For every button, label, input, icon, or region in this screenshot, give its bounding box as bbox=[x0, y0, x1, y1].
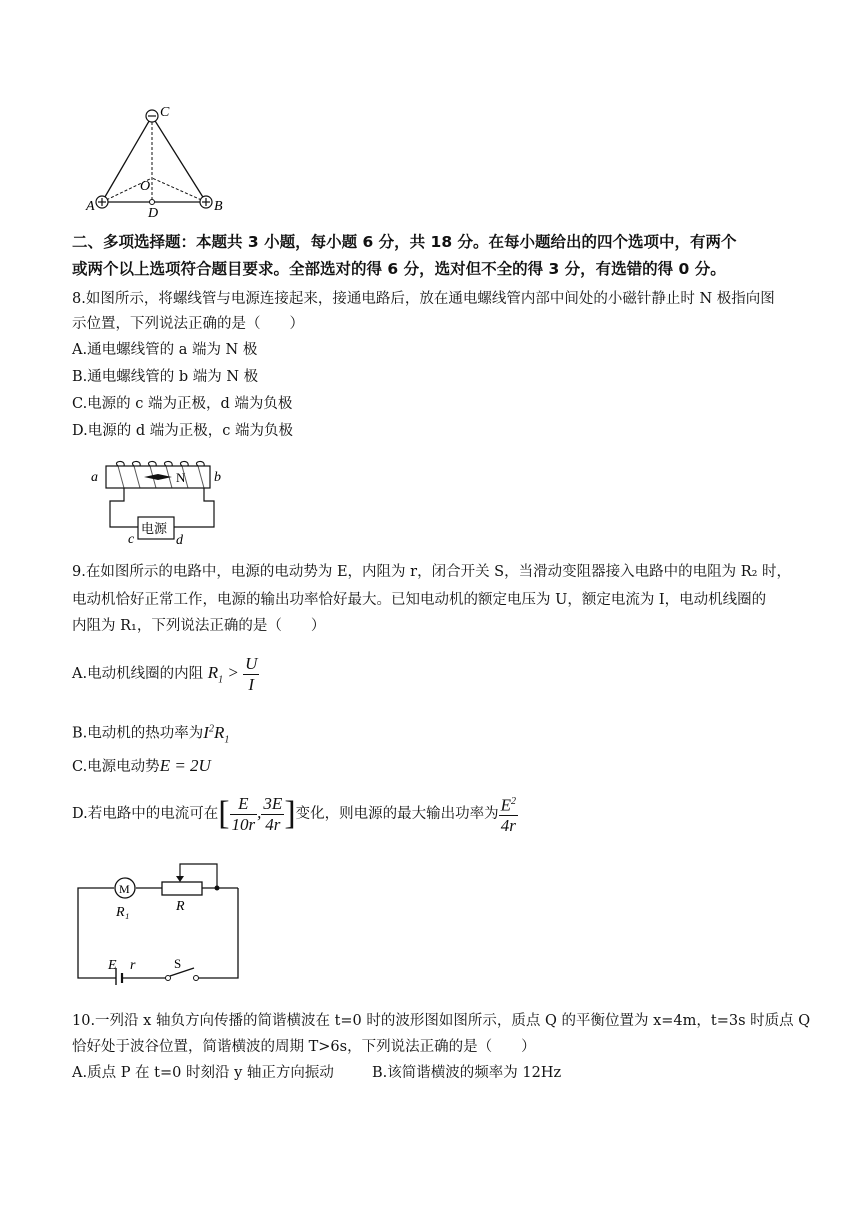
q9-option-a-text: A.电动机线圈的内阻 bbox=[72, 666, 204, 682]
r-label: R bbox=[176, 899, 185, 914]
q9-stem-line1: 9.在如图所示的电路中，电源的电动势为 E，内阻为 r，闭合开关 S，当滑动变阻器接入电路中的电阻为 R₂ 时， bbox=[72, 564, 792, 580]
motor-circuit-figure bbox=[70, 850, 250, 985]
section-heading-line1: 二、多项选择题：本题共 3 小题，每小题 6 分，共 18 分。在每小题给出的四个选项中，有两个 bbox=[72, 233, 737, 251]
label-a: A bbox=[86, 199, 95, 214]
q10-option-b: B.该简谐横波的频率为 12Hz bbox=[372, 1065, 562, 1081]
label-b: B bbox=[214, 199, 223, 214]
q9-option-c bbox=[72, 756, 211, 777]
q9-option-a-formula: $R_1$ > bbox=[207, 663, 244, 686]
solenoid-figure bbox=[88, 455, 238, 547]
q9-option-d-mid: 变化，则电源的最大输出功率为 bbox=[295, 806, 499, 822]
q8-option-d: D.电源的 d 端为正极，c 端为负极 bbox=[72, 423, 293, 439]
q9-option-d-high-fraction: $\frac{3E}{4r}$ bbox=[263, 793, 283, 834]
q9-option-b-formula: $I^2R_1$ bbox=[203, 722, 230, 746]
section-heading-line2: 或两个以上选项符合题目要求。全部选对的得 6 分，选对但不全的得 3 分，有选错的得 0 分。 bbox=[72, 260, 726, 278]
q10-option-a: A.质点 P 在 t=0 时刻沿 y 轴正方向振动 bbox=[72, 1065, 334, 1081]
label-o: O bbox=[140, 179, 151, 194]
q9-option-d-power-fraction: $\frac{E^2}{4r}$ bbox=[499, 792, 518, 837]
q9-option-d-low-fraction: $\frac{E}{10r}$ bbox=[231, 793, 256, 834]
q8-stem-line1: 8.如图所示，将螺线管与电源连接起来，接通电路后，放在通电螺线管内部中间处的小磁针静止时 N 极指向图 bbox=[72, 291, 775, 307]
q8-stem-line2: 示位置，下列说法正确的是（ ） bbox=[72, 316, 304, 332]
solenoid-label-b: b bbox=[214, 470, 221, 485]
needle-n-label: N bbox=[176, 470, 186, 485]
solenoid-label-a: a bbox=[91, 470, 98, 485]
q9-option-c-formula: E = 2U bbox=[159, 756, 211, 775]
switch-s-label: S bbox=[174, 956, 182, 971]
internal-r-label: r bbox=[130, 958, 136, 973]
label-d: D bbox=[148, 206, 159, 220]
motor-m-label: M bbox=[119, 882, 130, 896]
q9-option-a bbox=[72, 652, 259, 701]
emf-e-label: E bbox=[108, 958, 117, 973]
q8-option-c: C.电源的 c 端为正极，d 端为负极 bbox=[72, 396, 293, 412]
q9-option-d: D.若电路中的电流可在[ $\frac{E}{10r}$ , $\frac{3E}{4r}$ ]变化，则电源的最大输出功率为 $\frac{E^2}{4r}$ bbox=[72, 793, 517, 836]
charge-triangle-figure bbox=[80, 100, 230, 220]
r1-label: R₁ bbox=[116, 905, 130, 920]
q9-option-b-text: B.电动机的热功率为 bbox=[72, 725, 204, 742]
q9-option-d-text: D.若电路中的电流可在 bbox=[72, 806, 219, 822]
q9-stem-line3: 内阻为 R₁，下列说法正确的是（ ） bbox=[72, 618, 326, 634]
power-source-label: 电源 bbox=[141, 521, 168, 536]
label-c: C bbox=[160, 105, 170, 120]
q9-option-a-fraction: $\frac{U}{I}$ bbox=[245, 653, 258, 694]
q9-stem-line2: 电动机恰好正常工作，电源的输出功率恰好最大。已知电动机的额定电压为 U，额定电流为 I，电动机线圈的 bbox=[72, 592, 767, 608]
q9-option-c-text: C.电源电动势 bbox=[72, 759, 160, 775]
q8-option-b: B.通电螺线管的 b 端为 N 极 bbox=[72, 369, 259, 385]
q8-option-a: A.通电螺线管的 a 端为 N 极 bbox=[72, 342, 258, 358]
q10-stem-line2: 恰好处于波谷位置，简谐横波的周期 T>6s，下列说法正确的是（ ） bbox=[72, 1039, 536, 1055]
q10-stem-line1: 10.一列沿 x 轴负方向传播的简谐横波在 t=0 时的波形图如图所示，质点 Q 的平衡位置为 x=4m，t=3s 时质点 Q bbox=[72, 1013, 811, 1029]
source-label-c: c bbox=[128, 532, 135, 547]
q9-option-b bbox=[72, 719, 229, 750]
source-label-d: d bbox=[176, 533, 183, 547]
